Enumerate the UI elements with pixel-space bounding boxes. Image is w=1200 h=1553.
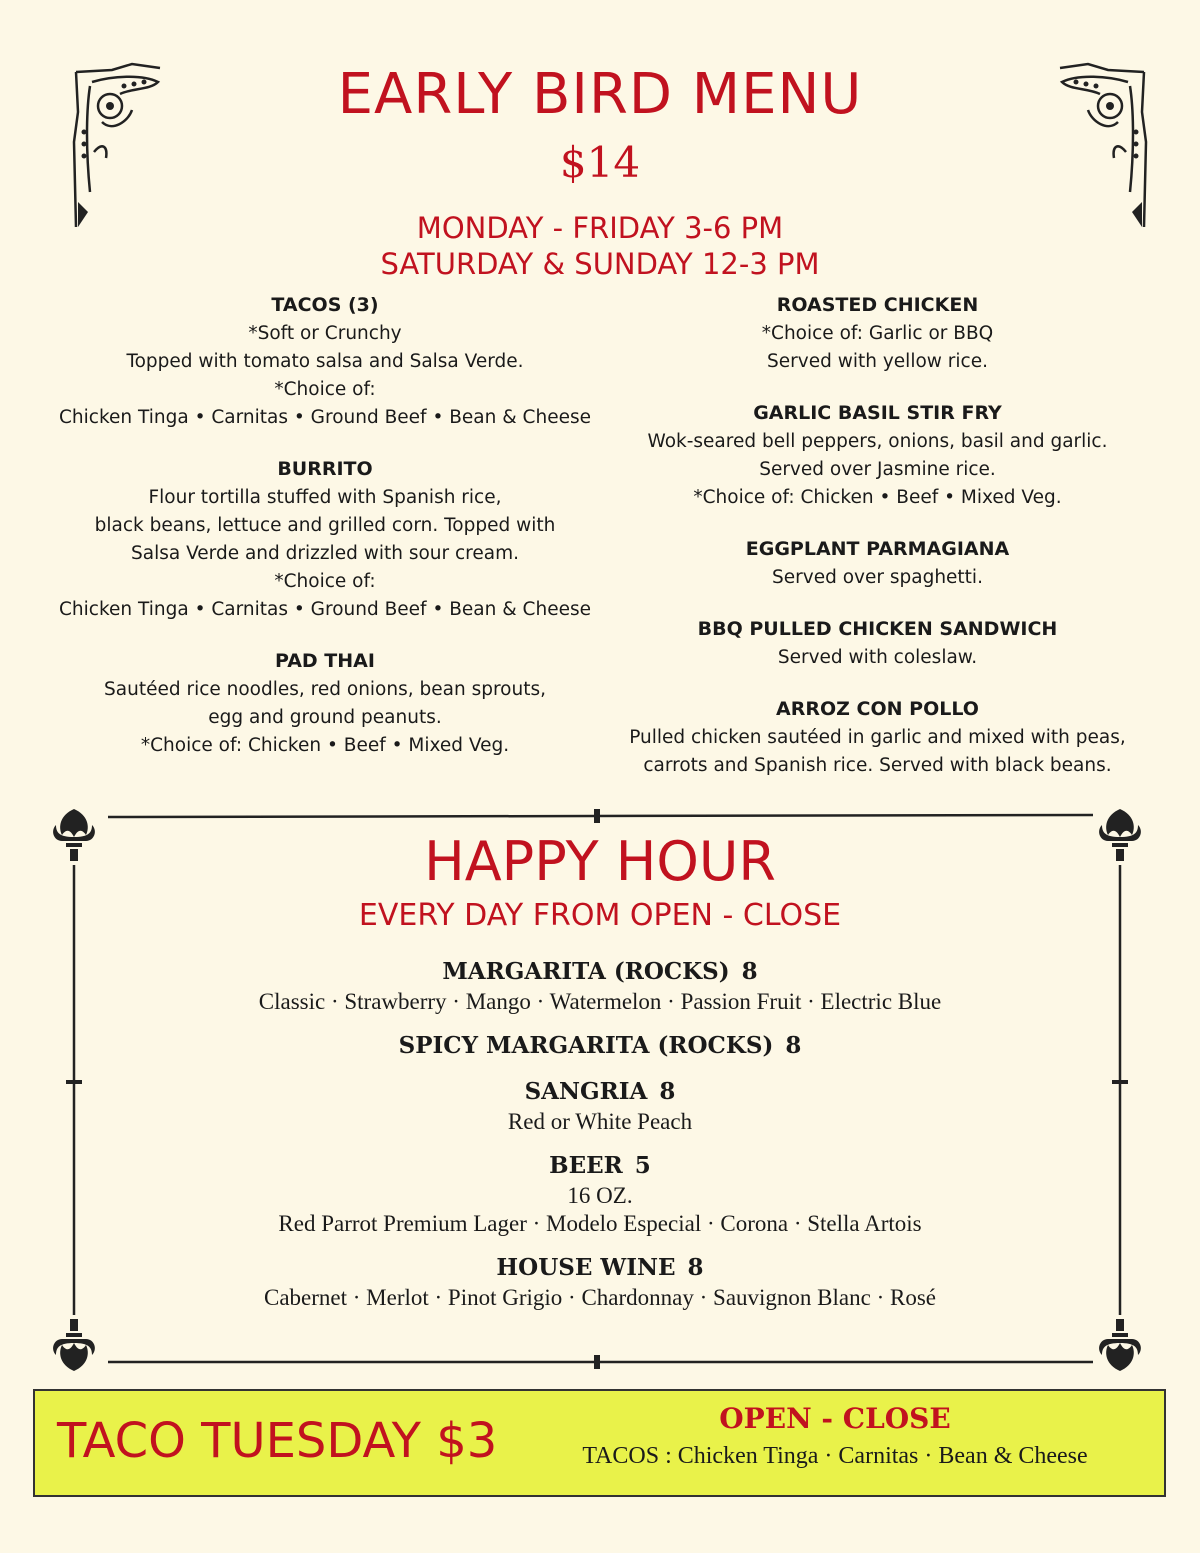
taco-tuesday-banner	[33, 1389, 1166, 1497]
fleur-ornament-icon	[53, 1319, 95, 1371]
hours-weekend: SATURDAY & SUNDAY 12-3 PM	[380, 247, 820, 281]
taco-tuesday-title: TACO TUESDAY $3	[57, 1413, 498, 1469]
menu-item	[40, 454, 610, 624]
menu-item	[600, 694, 1155, 780]
page-title: EARLY BIRD MENU	[337, 62, 863, 127]
drink-name: BEER 5	[549, 1152, 651, 1179]
drink-item	[0, 1076, 1200, 1136]
drink-desc: 16 OZ.	[567, 1183, 633, 1208]
taco-tuesday-hours: OPEN - CLOSE	[719, 1402, 951, 1435]
menu-item-name: ARROZ CON POLLO	[776, 698, 979, 720]
menu-item	[40, 646, 610, 760]
menu-item-name: EGGPLANT PARMAGIANA	[745, 538, 1010, 560]
happy-hour-title: HAPPY HOUR	[424, 830, 776, 893]
drink-name: SANGRIA 8	[524, 1078, 676, 1105]
menu-item-desc: Served over spaghetti.	[772, 567, 983, 588]
menu-item-desc: Flour tortilla stuffed with Spanish rice, black beans, lettuce and grilled corn. Topped with Salsa Verde and drizzled with sour cream. *Choice of: Chicken Tinga • Carnitas • Ground Beef • Bean & Cheese	[59, 487, 591, 620]
menu-item	[600, 398, 1155, 512]
drink-desc: Classic · Strawberry · Mango · Watermelon · Passion Fruit · Electric Blue	[258, 989, 942, 1014]
happy-hour-section	[0, 830, 1200, 1326]
menu-item-desc: *Choice of: Garlic or BBQ Served with yellow rice.	[761, 323, 994, 372]
menu-item	[40, 290, 610, 432]
drink-name: SPICY MARGARITA (ROCKS) 8	[398, 1032, 802, 1059]
menu-item-name: BURRITO	[277, 458, 373, 480]
drink-name: MARGARITA (ROCKS) 8	[442, 958, 758, 985]
drink-item	[0, 956, 1200, 1016]
menu-item-desc: Served with coleslaw.	[777, 647, 978, 668]
drink-desc: Red or White Peach	[507, 1109, 693, 1134]
early-bird-left-column	[40, 290, 610, 782]
drink-item	[0, 1252, 1200, 1312]
menu-item-name: GARLIC BASIL STIR FRY	[753, 402, 1002, 424]
drink-price: 8	[659, 1078, 676, 1105]
menu-item-name: PAD THAI	[275, 650, 375, 672]
menu-item-name: TACOS (3)	[271, 294, 379, 316]
menu-item-desc: Pulled chicken sautéed in garlic and mixed with peas, carrots and Spanish rice. Served with black beans.	[629, 727, 1126, 776]
early-bird-price: $14	[559, 138, 641, 187]
happy-hour-list	[0, 956, 1200, 1312]
happy-hour-subtitle: EVERY DAY FROM OPEN - CLOSE	[358, 898, 842, 933]
drink-price: 8	[741, 958, 758, 985]
menu-item	[600, 614, 1155, 672]
fleur-ornament-icon	[1099, 1319, 1141, 1371]
early-bird-hours	[0, 210, 1200, 282]
drink-price: 8	[785, 1032, 802, 1059]
drink-price: 8	[687, 1254, 704, 1281]
taco-tuesday-details	[540, 1399, 1130, 1473]
hours-weekday: MONDAY - FRIDAY 3-6 PM	[416, 211, 784, 245]
menu-item-name: ROASTED CHICKEN	[776, 294, 979, 316]
taco-tuesday-list: TACOS : Chicken Tinga · Carnitas · Bean & Cheese	[582, 1443, 1088, 1469]
menu-item-desc: Wok-seared bell peppers, onions, basil and garlic. Served over Jasmine rice. *Choice of: Chicken • Beef • Mixed Veg.	[647, 431, 1108, 508]
early-bird-right-column	[600, 290, 1155, 802]
menu-item	[600, 290, 1155, 376]
drink-price: 5	[634, 1152, 651, 1179]
menu-item-desc: *Soft or Crunchy Topped with tomato salsa and Salsa Verde. *Choice of: Chicken Tinga • Carnitas • Ground Beef • Bean & Cheese	[59, 323, 591, 428]
drink-item	[0, 1150, 1200, 1238]
drink-name: HOUSE WINE 8	[496, 1254, 704, 1281]
menu-item	[600, 534, 1155, 592]
early-bird-header	[0, 60, 1200, 282]
menu-item-name: BBQ PULLED CHICKEN SANDWICH	[697, 618, 1058, 640]
drink-desc: Red Parrot Premium Lager · Modelo Especial · Corona · Stella Artois	[278, 1211, 922, 1236]
drink-item	[0, 1030, 1200, 1062]
drink-desc: Cabernet · Merlot · Pinot Grigio · Chardonnay · Sauvignon Blanc · Rosé	[264, 1285, 936, 1310]
menu-item-desc: Sautéed rice noodles, red onions, bean sprouts, egg and ground peanuts. *Choice of: Chicken • Beef • Mixed Veg.	[104, 679, 546, 756]
